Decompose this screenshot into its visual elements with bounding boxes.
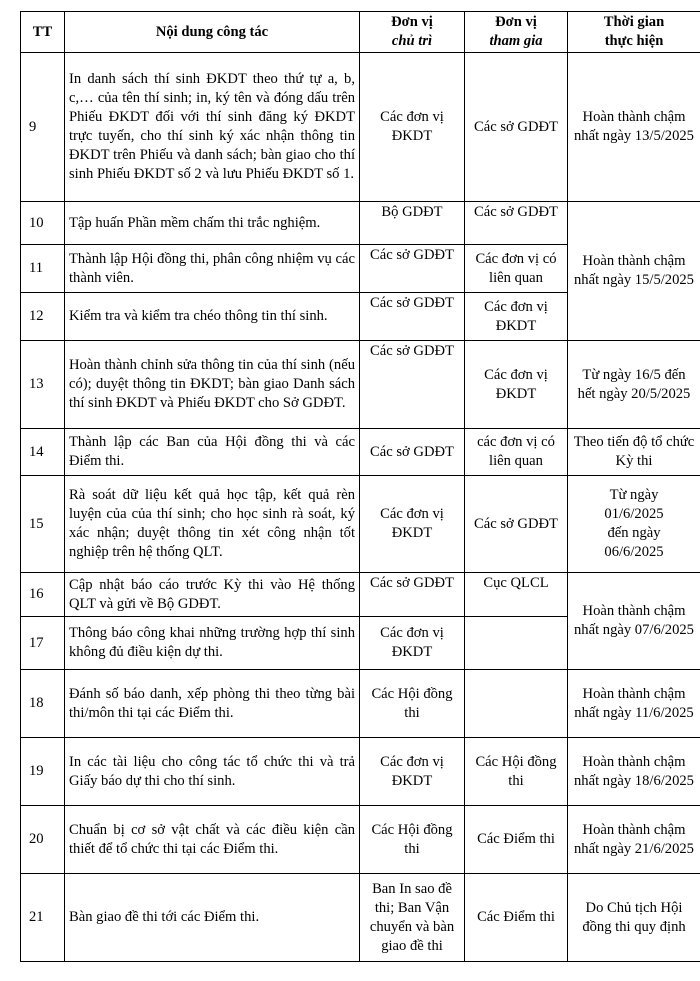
- row-number: 21: [21, 874, 65, 962]
- row-lead-unit: Các Hội đồng thi: [360, 670, 465, 738]
- row-content: Hoàn thành chỉnh sửa thông tin của thí sinh (nếu có); duyệt thông tin ĐKDT; bàn giao Danh sách thí sinh ĐKDT và Phiếu ĐKDT cho Sở GDĐT.: [65, 341, 360, 429]
- row-lead-unit: Các sở GDĐT: [360, 293, 465, 341]
- row-number: 16: [21, 573, 65, 617]
- row-content: Đánh số báo danh, xếp phòng thi theo từng bài thi/môn thi tại các Điểm thi.: [65, 670, 360, 738]
- row-lead-unit: Ban In sao đề thi; Ban Vận chuyển và bàn giao đề thi: [360, 874, 465, 962]
- table-row: [21, 476, 700, 573]
- table-row: [21, 874, 700, 962]
- header-time: Thời gian thực hiện: [568, 12, 700, 53]
- row-lead-unit: Các đơn vị ĐKDT: [360, 738, 465, 806]
- row-time: Hoàn thành chậm nhất ngày 21/6/2025: [568, 806, 700, 874]
- row-time: Hoàn thành chậm nhất ngày 13/5/2025: [568, 53, 700, 202]
- row-time: Hoàn thành chậm nhất ngày 11/6/2025: [568, 670, 700, 738]
- row-lead-unit: Các Hội đồng thi: [360, 806, 465, 874]
- row-number: 12: [21, 293, 65, 341]
- row-participating-unit: Các Hội đồng thi: [465, 738, 568, 806]
- row-content: In danh sách thí sinh ĐKDT theo thứ tự a, b, c,… của tên thí sinh; in, ký tên và đóng dấu trên Phiếu ĐKDT đối với thí sinh đăng ký ĐKDT trực tuyến, cho thí sinh ký xác nhận thông tin ĐKDT trên Phiếu và danh sách; bàn giao cho thí sinh Phiếu ĐKDT số 2 và lưu Phiếu ĐKDT số 1.: [65, 53, 360, 202]
- row-lead-unit: Các đơn vị ĐKDT: [360, 617, 465, 670]
- row-participating-unit: Cục QLCL: [465, 573, 568, 617]
- row-number: 19: [21, 738, 65, 806]
- row-content: In các tài liệu cho công tác tổ chức thi và trả Giấy báo dự thi cho thí sinh.: [65, 738, 360, 806]
- row-participating-unit: Các đơn vị có liên quan: [465, 245, 568, 293]
- row-participating-unit: [465, 670, 568, 738]
- row-lead-unit: Các đơn vị ĐKDT: [360, 476, 465, 573]
- row-lead-unit: Các đơn vị ĐKDT: [360, 53, 465, 202]
- row-number: 13: [21, 341, 65, 429]
- row-time: Theo tiến độ tổ chức Kỳ thi: [568, 429, 700, 476]
- table-row: [21, 573, 700, 617]
- table-row: [21, 202, 700, 245]
- row-time: Hoàn thành chậm nhất ngày 15/5/2025: [568, 202, 700, 341]
- row-content: Thông báo công khai những trường hợp thí sinh không đủ điều kiện dự thi.: [65, 617, 360, 670]
- row-time: Từ ngày 16/5 đến hết ngày 20/5/2025: [568, 341, 700, 429]
- row-time: Từ ngày 01/6/2025 đến ngày 06/6/2025: [568, 476, 700, 573]
- row-number: 9: [21, 53, 65, 202]
- row-number: 14: [21, 429, 65, 476]
- row-number: 20: [21, 806, 65, 874]
- row-participating-unit: Các Điểm thi: [465, 806, 568, 874]
- row-lead-unit: Các sở GDĐT: [360, 341, 465, 429]
- row-time: Hoàn thành chậm nhất ngày 07/6/2025: [568, 573, 700, 670]
- row-content: Chuẩn bị cơ sở vật chất và các điều kiện cần thiết để tổ chức thi tại các Điểm thi.: [65, 806, 360, 874]
- row-participating-unit: Các Điểm thi: [465, 874, 568, 962]
- row-number: 10: [21, 202, 65, 245]
- row-content: Thành lập các Ban của Hội đồng thi và các Điểm thi.: [65, 429, 360, 476]
- row-lead-unit: Các sở GDĐT: [360, 429, 465, 476]
- row-lead-unit: Bộ GDĐT: [360, 202, 465, 245]
- row-participating-unit: Các sở GDĐT: [465, 476, 568, 573]
- row-time: Do Chủ tịch Hội đồng thi quy định: [568, 874, 700, 962]
- row-participating-unit: Các sở GDĐT: [465, 202, 568, 245]
- table-row: [21, 670, 700, 738]
- row-content: Kiểm tra và kiểm tra chéo thông tin thí sinh.: [65, 293, 360, 341]
- row-participating-unit: Các đơn vị ĐKDT: [465, 341, 568, 429]
- table-row: [21, 806, 700, 874]
- row-participating-unit: [465, 617, 568, 670]
- row-content: Thành lập Hội đồng thi, phân công nhiệm vụ các thành viên.: [65, 245, 360, 293]
- row-number: 18: [21, 670, 65, 738]
- header-participating-unit: Đơn vị tham gia: [465, 12, 568, 53]
- row-content: Cập nhật báo cáo trước Kỳ thi vào Hệ thống QLT và gửi về Bộ GDĐT.: [65, 573, 360, 617]
- row-participating-unit: Các sở GDĐT: [465, 53, 568, 202]
- row-lead-unit: Các sở GDĐT: [360, 245, 465, 293]
- row-content: Tập huấn Phần mềm chấm thi trắc nghiệm.: [65, 202, 360, 245]
- row-number: 15: [21, 476, 65, 573]
- schedule-table: [20, 11, 700, 962]
- table-row: [21, 341, 700, 429]
- schedule-table-wrapper: [20, 11, 700, 962]
- row-number: 11: [21, 245, 65, 293]
- row-number: 17: [21, 617, 65, 670]
- row-participating-unit: các đơn vị có liên quan: [465, 429, 568, 476]
- row-participating-unit: Các đơn vị ĐKDT: [465, 293, 568, 341]
- header-content: Nội dung công tác: [65, 12, 360, 53]
- row-content: Bàn giao đề thi tới các Điểm thi.: [65, 874, 360, 962]
- table-row: [21, 53, 700, 202]
- header-row: [21, 12, 700, 53]
- header-tt: TT: [21, 12, 65, 53]
- row-content: Rà soát dữ liệu kết quả học tập, kết quả rèn luyện của của thí sinh; cho học sinh rà soát, ký xác nhận; duyệt thông tin xét công nhận tốt nghiệp trên hệ thống QLT.: [65, 476, 360, 573]
- table-row: [21, 429, 700, 476]
- table-row: [21, 738, 700, 806]
- row-lead-unit: Các sở GDĐT: [360, 573, 465, 617]
- row-time: Hoàn thành chậm nhất ngày 18/6/2025: [568, 738, 700, 806]
- header-lead-unit: Đơn vị chủ trì: [360, 12, 465, 53]
